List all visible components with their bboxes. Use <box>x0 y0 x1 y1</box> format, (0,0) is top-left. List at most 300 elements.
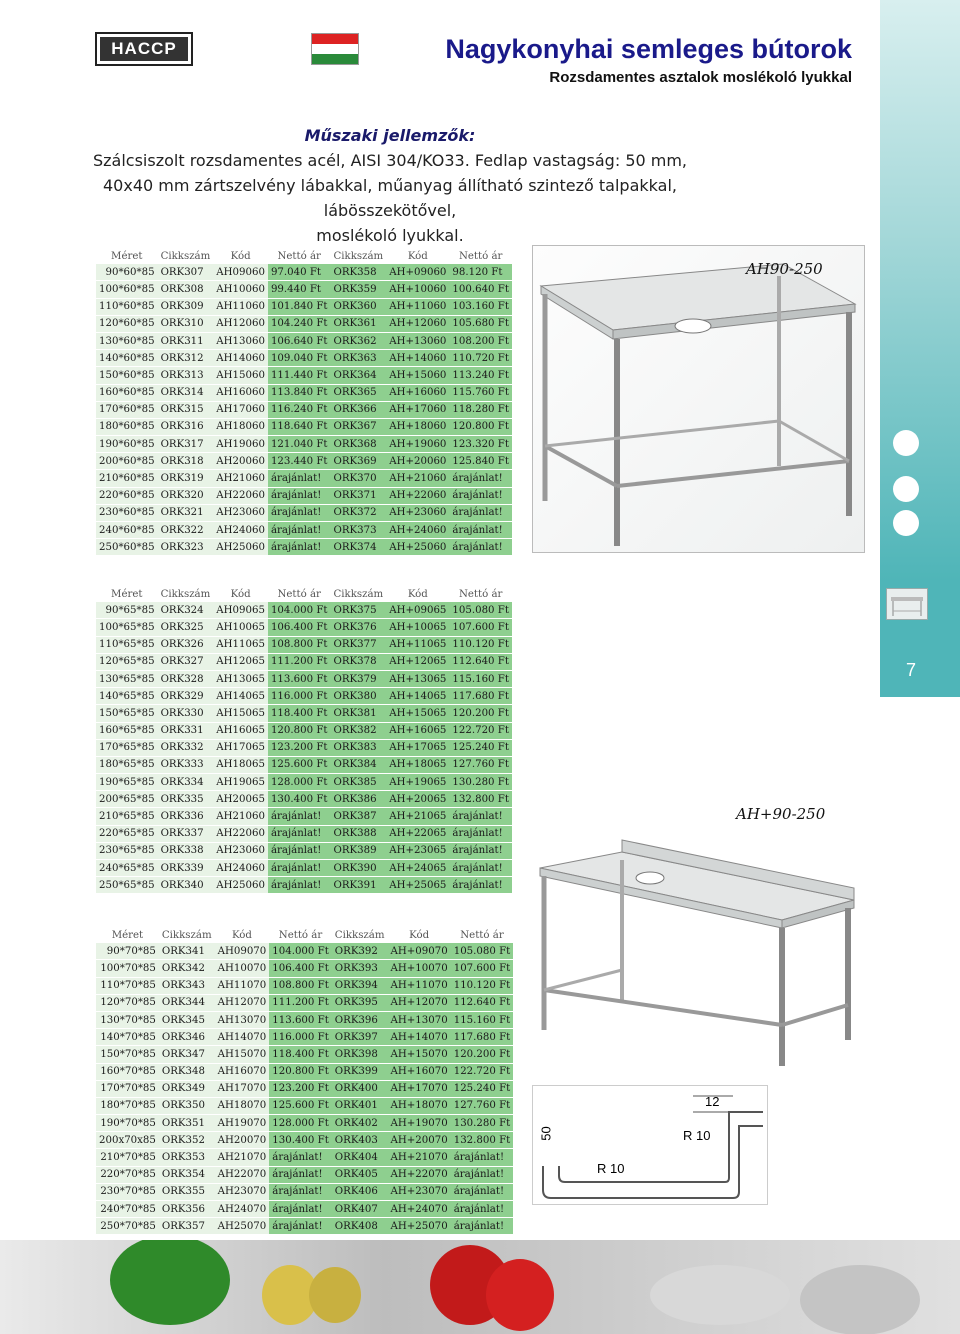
table-cell: 120*65*85 <box>96 653 158 670</box>
table-header-row <box>96 586 512 602</box>
table-cell: AH20060 <box>213 453 268 470</box>
price-table-60 <box>96 248 512 556</box>
table-cell: 200*60*85 <box>96 453 158 470</box>
table-cell: ORK341 <box>159 943 215 960</box>
table-cell: AH+13070 <box>388 1011 451 1028</box>
table-cell: AH+20065 <box>386 791 449 808</box>
column-header: Nettó ár <box>268 248 331 264</box>
table-cell: 150*60*85 <box>96 367 158 384</box>
table-cell: árajánlat! <box>268 470 331 487</box>
column-header: Cikkszám <box>332 927 388 943</box>
table-row <box>96 418 512 435</box>
table-cell: ORK372 <box>330 504 386 521</box>
table-cell: ORK308 <box>158 281 214 298</box>
table-cell: ORK356 <box>159 1201 215 1218</box>
table-cell: ORK366 <box>330 401 386 418</box>
table-cell: 160*70*85 <box>96 1063 159 1080</box>
table-cell: AH13070 <box>215 1011 270 1028</box>
table-cell: ORK395 <box>332 994 388 1011</box>
table-cell: AH+17060 <box>386 401 449 418</box>
table-cell: AH21060 <box>213 470 268 487</box>
table-cell: ORK369 <box>330 453 386 470</box>
table-cell: 125.600 Ft <box>269 1097 332 1114</box>
table-cell: AH+11070 <box>388 977 451 994</box>
table-cell: ORK339 <box>158 860 214 877</box>
table-cell: ORK350 <box>159 1097 215 1114</box>
table-cell: ORK316 <box>158 418 214 435</box>
table-cell: ORK315 <box>158 401 214 418</box>
table-cell: 105.680 Ft <box>449 315 512 332</box>
table-cell: 110*70*85 <box>96 977 159 994</box>
table-cell: ORK345 <box>159 1011 215 1028</box>
table-cell: AH+15065 <box>386 705 449 722</box>
column-header: Kód <box>388 927 451 943</box>
table-cell: AH10065 <box>213 619 268 636</box>
table-cell: ORK332 <box>158 739 214 756</box>
table-cell: 130.280 Ft <box>451 1115 514 1132</box>
table-row <box>96 943 513 960</box>
table-cell: árajánlat! <box>451 1218 514 1235</box>
table-cell: AH12070 <box>215 994 270 1011</box>
page-title: Nagykonyhai semleges bútorok <box>445 34 852 64</box>
table-cell: ORK370 <box>330 470 386 487</box>
table-row <box>96 756 512 773</box>
table-cell: ORK354 <box>159 1166 215 1183</box>
table-cell: AH09060 <box>213 264 268 281</box>
table-cell: AH+10070 <box>388 960 451 977</box>
product-label: AH+90-250 <box>736 805 826 823</box>
table-row <box>96 670 512 687</box>
table-row <box>96 470 512 487</box>
table-cell: ORK351 <box>159 1115 215 1132</box>
table-cell: 120.800 Ft <box>449 418 512 435</box>
table-cell: AH+21065 <box>386 808 449 825</box>
table-cell: AH+10060 <box>386 281 449 298</box>
table-cell: AH25070 <box>215 1218 270 1235</box>
column-header: Kód <box>213 586 268 602</box>
table-cell: AH+22060 <box>386 487 449 504</box>
table-cell: 100*70*85 <box>96 960 159 977</box>
table-row <box>96 1132 513 1149</box>
table-cell: ORK404 <box>332 1149 388 1166</box>
table-cell: ORK310 <box>158 315 214 332</box>
table-cell: ORK398 <box>332 1046 388 1063</box>
table-cell: ORK388 <box>330 825 386 842</box>
table-cell: 120.200 Ft <box>451 1046 514 1063</box>
table-cell: árajánlat! <box>269 1149 332 1166</box>
table-cell: 105.080 Ft <box>449 602 512 619</box>
column-header: Méret <box>96 248 158 264</box>
table-cell: AH+25070 <box>388 1218 451 1235</box>
column-header: Cikkszám <box>330 248 386 264</box>
hungarian-flag-icon <box>311 33 359 65</box>
table-cell: ORK307 <box>158 264 214 281</box>
table-cell: 127.760 Ft <box>449 756 512 773</box>
specs-line: 40x40 mm zártszelvény lábakkal, műanyag állítható szintező talpakkal, lábösszekötővel, <box>103 176 677 220</box>
table-row <box>96 688 512 705</box>
table-cell: AH+25060 <box>386 539 449 556</box>
table-cell: AH+18070 <box>388 1097 451 1114</box>
table-cell: AH+19070 <box>388 1115 451 1132</box>
table-row <box>96 504 512 521</box>
table-cell: árajánlat! <box>449 842 512 859</box>
table-cell: AH15070 <box>215 1046 270 1063</box>
table-cell: árajánlat! <box>449 877 512 894</box>
table-cell: AH15060 <box>213 367 268 384</box>
table-cell: árajánlat! <box>268 877 331 894</box>
column-header: Cikkszám <box>330 586 386 602</box>
price-table-65 <box>96 586 512 894</box>
table-cell: 123.320 Ft <box>449 436 512 453</box>
table-cell: AH13065 <box>213 670 268 687</box>
table-cell: ORK385 <box>330 774 386 791</box>
column-header: Nettó ár <box>269 927 332 943</box>
table-cell: ORK387 <box>330 808 386 825</box>
table-cell: 180*70*85 <box>96 1097 159 1114</box>
table-cell: 110.120 Ft <box>451 977 514 994</box>
table-cell: AH+14060 <box>386 350 449 367</box>
table-cell: AH+15060 <box>386 367 449 384</box>
table-cell: ORK386 <box>330 791 386 808</box>
column-header: Kód <box>386 586 449 602</box>
table-cell: ORK348 <box>159 1063 215 1080</box>
table-cell: 130*70*85 <box>96 1011 159 1028</box>
table-cell: 116.000 Ft <box>269 1029 332 1046</box>
column-header: Kód <box>215 927 270 943</box>
table-cell: AH24060 <box>213 522 268 539</box>
table-row <box>96 1029 513 1046</box>
table-row <box>96 877 512 894</box>
table-cell: AH+20060 <box>386 453 449 470</box>
table-cell: 250*70*85 <box>96 1218 159 1235</box>
haccp-logo-text: HACCP <box>100 37 188 61</box>
haccp-logo <box>95 32 193 66</box>
table-cell: ORK383 <box>330 739 386 756</box>
table-header-row <box>96 248 512 264</box>
table-cell: 210*60*85 <box>96 470 158 487</box>
table-cell: 115.760 Ft <box>449 384 512 401</box>
edge-detail-drawing <box>532 1085 768 1205</box>
table-cell: AH+24065 <box>386 860 449 877</box>
table-row <box>96 453 512 470</box>
table-row <box>96 808 512 825</box>
table-cell: 128.000 Ft <box>269 1115 332 1132</box>
table-cell: 110*60*85 <box>96 298 158 315</box>
table-cell: ORK337 <box>158 825 214 842</box>
table-cell: ORK313 <box>158 367 214 384</box>
table-cell: 125.240 Ft <box>449 739 512 756</box>
table-cell: ORK406 <box>332 1183 388 1200</box>
radius-label: R 10 <box>597 1161 625 1176</box>
table-cell: ORK408 <box>332 1218 388 1235</box>
table-cell: 106.400 Ft <box>269 960 332 977</box>
table-cell: 108.800 Ft <box>268 636 331 653</box>
table-cell: ORK343 <box>159 977 215 994</box>
table-cell: 250*65*85 <box>96 877 158 894</box>
table-cell: 170*60*85 <box>96 401 158 418</box>
table-cell: ORK405 <box>332 1166 388 1183</box>
table-cell: árajánlat! <box>268 539 331 556</box>
table-cell: 121.040 Ft <box>268 436 331 453</box>
table-cell: AH+12065 <box>386 653 449 670</box>
price-table-70 <box>96 927 513 1235</box>
table-cell: árajánlat! <box>268 825 331 842</box>
table-cell: AH21060 <box>213 808 268 825</box>
table-row <box>96 1115 513 1132</box>
table-cell: ORK377 <box>330 636 386 653</box>
table-row <box>96 1218 513 1235</box>
table-cell: AH+22070 <box>388 1166 451 1183</box>
table-cell: 160*65*85 <box>96 722 158 739</box>
table-cell: 120.800 Ft <box>268 722 331 739</box>
table-row <box>96 350 512 367</box>
table-cell: árajánlat! <box>449 504 512 521</box>
table-cell: ORK381 <box>330 705 386 722</box>
table-cell: ORK392 <box>332 943 388 960</box>
table-cell: ORK325 <box>158 619 214 636</box>
table-row <box>96 1011 513 1028</box>
table-cell: 118.400 Ft <box>269 1046 332 1063</box>
table-cell: ORK355 <box>159 1183 215 1200</box>
table-cell: 190*60*85 <box>96 436 158 453</box>
table-cell: AH18060 <box>213 418 268 435</box>
dimension-label: 12 <box>705 1094 720 1109</box>
table-row <box>96 705 512 722</box>
table-cell: 170*70*85 <box>96 1080 159 1097</box>
table-cell: ORK394 <box>332 977 388 994</box>
table-row <box>96 315 512 332</box>
table-cell: 220*65*85 <box>96 825 158 842</box>
specs-heading: Műszaki jellemzők: <box>304 126 476 145</box>
table-cell: AH16065 <box>213 722 268 739</box>
table-cell: ORK362 <box>330 332 386 349</box>
table-cell: ORK331 <box>158 722 214 739</box>
table-cell: AH18070 <box>215 1097 270 1114</box>
table-cell: ORK360 <box>330 298 386 315</box>
table-cell: AH11070 <box>215 977 270 994</box>
bullet-dot <box>893 510 919 536</box>
table-cell: 103.160 Ft <box>449 298 512 315</box>
table-cell: AH+14070 <box>388 1029 451 1046</box>
table-cell: AH+18060 <box>386 418 449 435</box>
table-cell: AH+18065 <box>386 756 449 773</box>
table-cell: ORK397 <box>332 1029 388 1046</box>
column-header: Nettó ár <box>451 927 514 943</box>
table-cell: 190*65*85 <box>96 774 158 791</box>
table-cell: AH+09060 <box>386 264 449 281</box>
table-row <box>96 264 512 281</box>
table-cell: 200*65*85 <box>96 791 158 808</box>
table-cell: 120.200 Ft <box>449 705 512 722</box>
table-cell: 100*65*85 <box>96 619 158 636</box>
table-cell: árajánlat! <box>449 825 512 842</box>
table-cell: AH19065 <box>213 774 268 791</box>
table-cell: AH+13065 <box>386 670 449 687</box>
table-cell: 110.120 Ft <box>449 636 512 653</box>
table-cell: ORK376 <box>330 619 386 636</box>
table-cell: 240*70*85 <box>96 1201 159 1218</box>
table-cell: 180*65*85 <box>96 756 158 773</box>
table-cell: AH23070 <box>215 1183 270 1200</box>
table-cell: 122.720 Ft <box>449 722 512 739</box>
table-cell: ORK363 <box>330 350 386 367</box>
table-cell: 111.200 Ft <box>268 653 331 670</box>
table-cell: ORK329 <box>158 688 214 705</box>
table-row <box>96 1097 513 1114</box>
table-cell: árajánlat! <box>449 487 512 504</box>
table-cell: AH24070 <box>215 1201 270 1218</box>
table-cell: 220*70*85 <box>96 1166 159 1183</box>
table-row <box>96 332 512 349</box>
table-cell: AH+23060 <box>386 504 449 521</box>
table-row <box>96 298 512 315</box>
table-cell: AH+15070 <box>388 1046 451 1063</box>
table-cell: árajánlat! <box>451 1183 514 1200</box>
table-cell: ORK401 <box>332 1097 388 1114</box>
table-cell: ORK311 <box>158 332 214 349</box>
table-cell: AH14060 <box>213 350 268 367</box>
table-cell: 106.640 Ft <box>268 332 331 349</box>
table-cell: ORK373 <box>330 522 386 539</box>
table-cell: 107.600 Ft <box>451 960 514 977</box>
table-cell: 180*60*85 <box>96 418 158 435</box>
table-row <box>96 791 512 808</box>
table-cell: ORK361 <box>330 315 386 332</box>
table-cell: árajánlat! <box>449 808 512 825</box>
column-header: Cikkszám <box>158 586 214 602</box>
table-row <box>96 1080 513 1097</box>
table-cell: AH20070 <box>215 1132 270 1149</box>
table-row <box>96 653 512 670</box>
table-cell: 125.600 Ft <box>268 756 331 773</box>
product-label: AH90-250 <box>746 260 823 278</box>
table-row <box>96 487 512 504</box>
table-cell: 130*60*85 <box>96 332 158 349</box>
table-cell: árajánlat! <box>269 1201 332 1218</box>
table-cell: árajánlat! <box>268 842 331 859</box>
table-cell: 118.280 Ft <box>449 401 512 418</box>
table-cell: AH16070 <box>215 1063 270 1080</box>
table-row <box>96 994 513 1011</box>
table-cell: 117.680 Ft <box>451 1029 514 1046</box>
table-cell: AH+12060 <box>386 315 449 332</box>
table-row <box>96 1183 513 1200</box>
table-row <box>96 774 512 791</box>
table-cell: ORK326 <box>158 636 214 653</box>
table-cell: AH+23070 <box>388 1183 451 1200</box>
table-cell: 110*65*85 <box>96 636 158 653</box>
table-cell: ORK375 <box>330 602 386 619</box>
table-cell: ORK353 <box>159 1149 215 1166</box>
table-cell: ORK382 <box>330 722 386 739</box>
table-cell: 210*65*85 <box>96 808 158 825</box>
table-cell: 105.080 Ft <box>451 943 514 960</box>
table-cell: AH20065 <box>213 791 268 808</box>
table-cell: AH09065 <box>213 602 268 619</box>
table-cell: AH24060 <box>213 860 268 877</box>
page-subtitle: Rozsdamentes asztalok moslékoló lyukkal <box>549 69 852 86</box>
table-cell: ORK322 <box>158 522 214 539</box>
table-cell: ORK365 <box>330 384 386 401</box>
table-cell: AH14070 <box>215 1029 270 1046</box>
table-cell: ORK336 <box>158 808 214 825</box>
table-cell: ORK346 <box>159 1029 215 1046</box>
bullet-dot <box>893 476 919 502</box>
table-cell: ORK314 <box>158 384 214 401</box>
table-cell: AH+24060 <box>386 522 449 539</box>
table-cell: árajánlat! <box>269 1183 332 1200</box>
table-header-row <box>96 927 513 943</box>
table-cell: AH+23065 <box>386 842 449 859</box>
table-cell: 160*60*85 <box>96 384 158 401</box>
table-cell: AH+14065 <box>386 688 449 705</box>
table-cell: 250*60*85 <box>96 539 158 556</box>
table-cell: árajánlat! <box>269 1218 332 1235</box>
table-cell: AH23060 <box>213 504 268 521</box>
table-cell: árajánlat! <box>449 860 512 877</box>
table-cell: AH+12070 <box>388 994 451 1011</box>
table-cell: árajánlat! <box>268 487 331 504</box>
table-cell: 118.400 Ft <box>268 705 331 722</box>
table-cell: ORK407 <box>332 1201 388 1218</box>
table-cell: AH10060 <box>213 281 268 298</box>
column-header: Nettó ár <box>449 586 512 602</box>
table-cell: 170*65*85 <box>96 739 158 756</box>
table-cell: ORK349 <box>159 1080 215 1097</box>
table-cell: AH+19065 <box>386 774 449 791</box>
table-cell: ORK321 <box>158 504 214 521</box>
table-cell: ORK333 <box>158 756 214 773</box>
table-cell: 104.240 Ft <box>268 315 331 332</box>
table-cell: 90*60*85 <box>96 264 158 281</box>
table-row <box>96 602 512 619</box>
table-cell: 123.200 Ft <box>269 1080 332 1097</box>
table-cell: 120.800 Ft <box>269 1063 332 1080</box>
table-cell: AH25060 <box>213 877 268 894</box>
table-row <box>96 401 512 418</box>
table-row <box>96 522 512 539</box>
table-cell: 210*70*85 <box>96 1149 159 1166</box>
table-cell: AH+16065 <box>386 722 449 739</box>
table-cell: 220*60*85 <box>96 487 158 504</box>
table-cell: 240*60*85 <box>96 522 158 539</box>
product-image-ah-plus <box>532 800 865 1070</box>
table-cell: 115.160 Ft <box>449 670 512 687</box>
table-row <box>96 860 512 877</box>
table-row <box>96 1046 513 1063</box>
table-cell: 101.840 Ft <box>268 298 331 315</box>
table-row <box>96 281 512 298</box>
table-cell: AH19060 <box>213 436 268 453</box>
column-header: Kód <box>213 248 268 264</box>
table-cell: ORK374 <box>330 539 386 556</box>
table-row <box>96 960 513 977</box>
table-cell: AH+11065 <box>386 636 449 653</box>
table-cell: ORK379 <box>330 670 386 687</box>
table-cell: AH+10065 <box>386 619 449 636</box>
table-cell: árajánlat! <box>268 860 331 877</box>
table-cell: 90*65*85 <box>96 602 158 619</box>
table-row <box>96 1149 513 1166</box>
table-cell: ORK391 <box>330 877 386 894</box>
table-cell: AH09070 <box>215 943 270 960</box>
table-cell: árajánlat! <box>268 522 331 539</box>
table-row <box>96 636 512 653</box>
table-cell: AH+09065 <box>386 602 449 619</box>
table-cell: ORK390 <box>330 860 386 877</box>
table-cell: ORK359 <box>330 281 386 298</box>
table-cell: 116.000 Ft <box>268 688 331 705</box>
